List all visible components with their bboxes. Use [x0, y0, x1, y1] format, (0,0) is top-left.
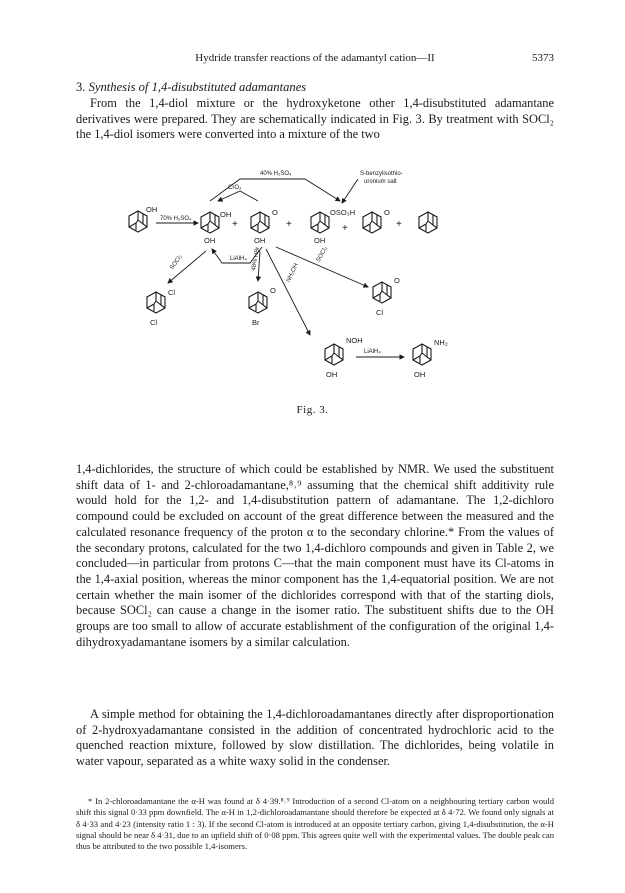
adamantane-structure [419, 212, 437, 233]
reagent-cro3: CrO₃ [228, 185, 242, 191]
footnote: * In 2-chloroadamantane the α-H was found at δ 4·39.⁸˒⁹ Introduction of a second Cl-atom on a neighbouring tertiary carbon would shift this signal 0·33 ppm downfield. The α-H in 1,2-dichloroadamantane should therefore be expected at δ 4·72. We found only signals at δ 4·33 and 4·23 (intensity ratio 1 : 3). If the second Cl-atom is introduced at an opposite tertiary carbon, giving 1,4-disubstitution, the α-H signal should be near δ 4·31, due to an upfield shift of 0·08 ppm. This agrees quite well with the experimental values. The double peak can thus be attributed to the two possible 1,4-isomers. [76, 796, 554, 852]
bromoketone-br: Br [252, 318, 260, 327]
reagent-lialh4-1: LiAlH₄ [230, 256, 247, 262]
paragraph-3: A simple method for obtaining the 1,4-dichloroadamantanes directly after disproportionation of 2-hydroxyadamantane consisted in the addition of concentrated hydrochloric acid to the quenched reaction mixture, followed by slow distillation. The dichlorides, being volatile in water vapour, separated as a white waxy solid in the condenser. [76, 707, 554, 769]
amine-nh2: NH₂ [434, 338, 448, 347]
oxime-noh: NOH [346, 336, 363, 345]
hydroxyketone-o: O [272, 208, 278, 217]
reagent-h2so4-40: 40% H₂SO₄ [260, 171, 292, 177]
oxime-oh: OH [326, 370, 338, 379]
reagent-thiouronium-2: uronium salt [364, 179, 397, 185]
sulfate-oso3h: OSO₃H [330, 208, 356, 217]
dichloride-structure [147, 292, 165, 313]
hydroxyketone-structure [251, 212, 269, 233]
paragraph-1: From the 1,4-diol mixture or the hydroxyketone other 1,4-disubstituted adamantane derivatives were prepared. They are schematically indicated in Fig. 3. By treatment with SOCl₂ the 1,4-diol isomers were converted into a mixture of the two [76, 96, 554, 142]
plus-1: + [232, 219, 238, 230]
dichloride-cl-bottom: Cl [150, 318, 158, 327]
chloroketone-cl: Cl [376, 308, 384, 317]
arrow-cro3 [218, 191, 258, 201]
section-heading [76, 80, 306, 95]
plus-3: + [342, 223, 348, 234]
figure-caption: Fig. 3. [296, 404, 329, 416]
amine-structure [413, 344, 431, 365]
start-oh-label: OH [146, 205, 158, 214]
arrow-thiouronium [342, 179, 358, 203]
reagent-socl2-1: SOCl₂ [169, 253, 184, 272]
reaction-scheme [110, 165, 530, 395]
diol-oh-bottom: OH [204, 236, 216, 245]
reaction-scheme-figure [110, 165, 530, 395]
start-adamantanol-structure [129, 211, 147, 232]
plus-4: + [396, 219, 402, 230]
reagent-lialh4-2: LiAlH₄ [364, 349, 381, 355]
adamantanone-structure [363, 212, 381, 233]
amine-oh: OH [414, 370, 426, 379]
sulfate-oh: OH [314, 236, 326, 245]
reagent-nh2oh: NH₂OH [285, 262, 300, 284]
reagent-hbr: 48% HBr [251, 246, 262, 272]
page-number: 5373 [532, 52, 554, 64]
paragraph-2: 1,4-dichlorides, the structure of which could be established by NMR. We used the substituent shift data of 1- and 2-chloroadamantane,⁸˒⁹ assuming that the chemical shift additivity rule would hold for the 1,2- and 1,4-disubstitution pattern of adamantane. The 1,2-dichloro compound could be excluded on account of the great difference between the measured and the calculated resonance frequency of the proton α to the secondary chlorine.* From the values of the secondary protons, calculated for the two 1,4-dichloro compounds and given in Table 2, we concluded—in particular from protons C—that the main component must have its Cl-atoms in the 1,4-axial position, whereas the minor component has the 1,4-equatorial position. We are not certain whether the main isomer of the dichlorides correspond with that of the starting diols, because SOCl₂ can cause a change in the isomer ratio. The substituent shifts due to the OH groups are too small to allow of accurate establishment of the configuration of the original 1,4-dihydroxyadamantane isomers by a similar calculation. [76, 462, 554, 649]
section-number: 3. [76, 80, 86, 94]
chloroketone-structure [373, 282, 391, 303]
sulfate-structure [311, 212, 329, 233]
diol-oh-top: OH [220, 210, 232, 219]
plus-2: + [286, 219, 292, 230]
reagent-h2so4-70: 70% H₂SO₄ [160, 216, 192, 222]
oxime-structure [325, 344, 343, 365]
chloroketone-o: O [394, 276, 400, 285]
diol-structure [201, 212, 219, 233]
adamantanone-o: O [384, 208, 390, 217]
bromoketone-o: O [270, 286, 276, 295]
bromoketone-structure [249, 292, 267, 313]
section-title: Synthesis of 1,4-disubstituted adamantanes [88, 80, 307, 94]
hydroxyketone-oh: OH [254, 236, 266, 245]
running-head-title: Hydride transfer reactions of the adamantyl cation—II [195, 52, 435, 64]
dichloride-cl-top: Cl [168, 288, 176, 297]
reagent-socl2-2: SOCl₂ [315, 245, 330, 264]
reagent-thiouronium-1: S-benzylisothio- [360, 171, 403, 177]
